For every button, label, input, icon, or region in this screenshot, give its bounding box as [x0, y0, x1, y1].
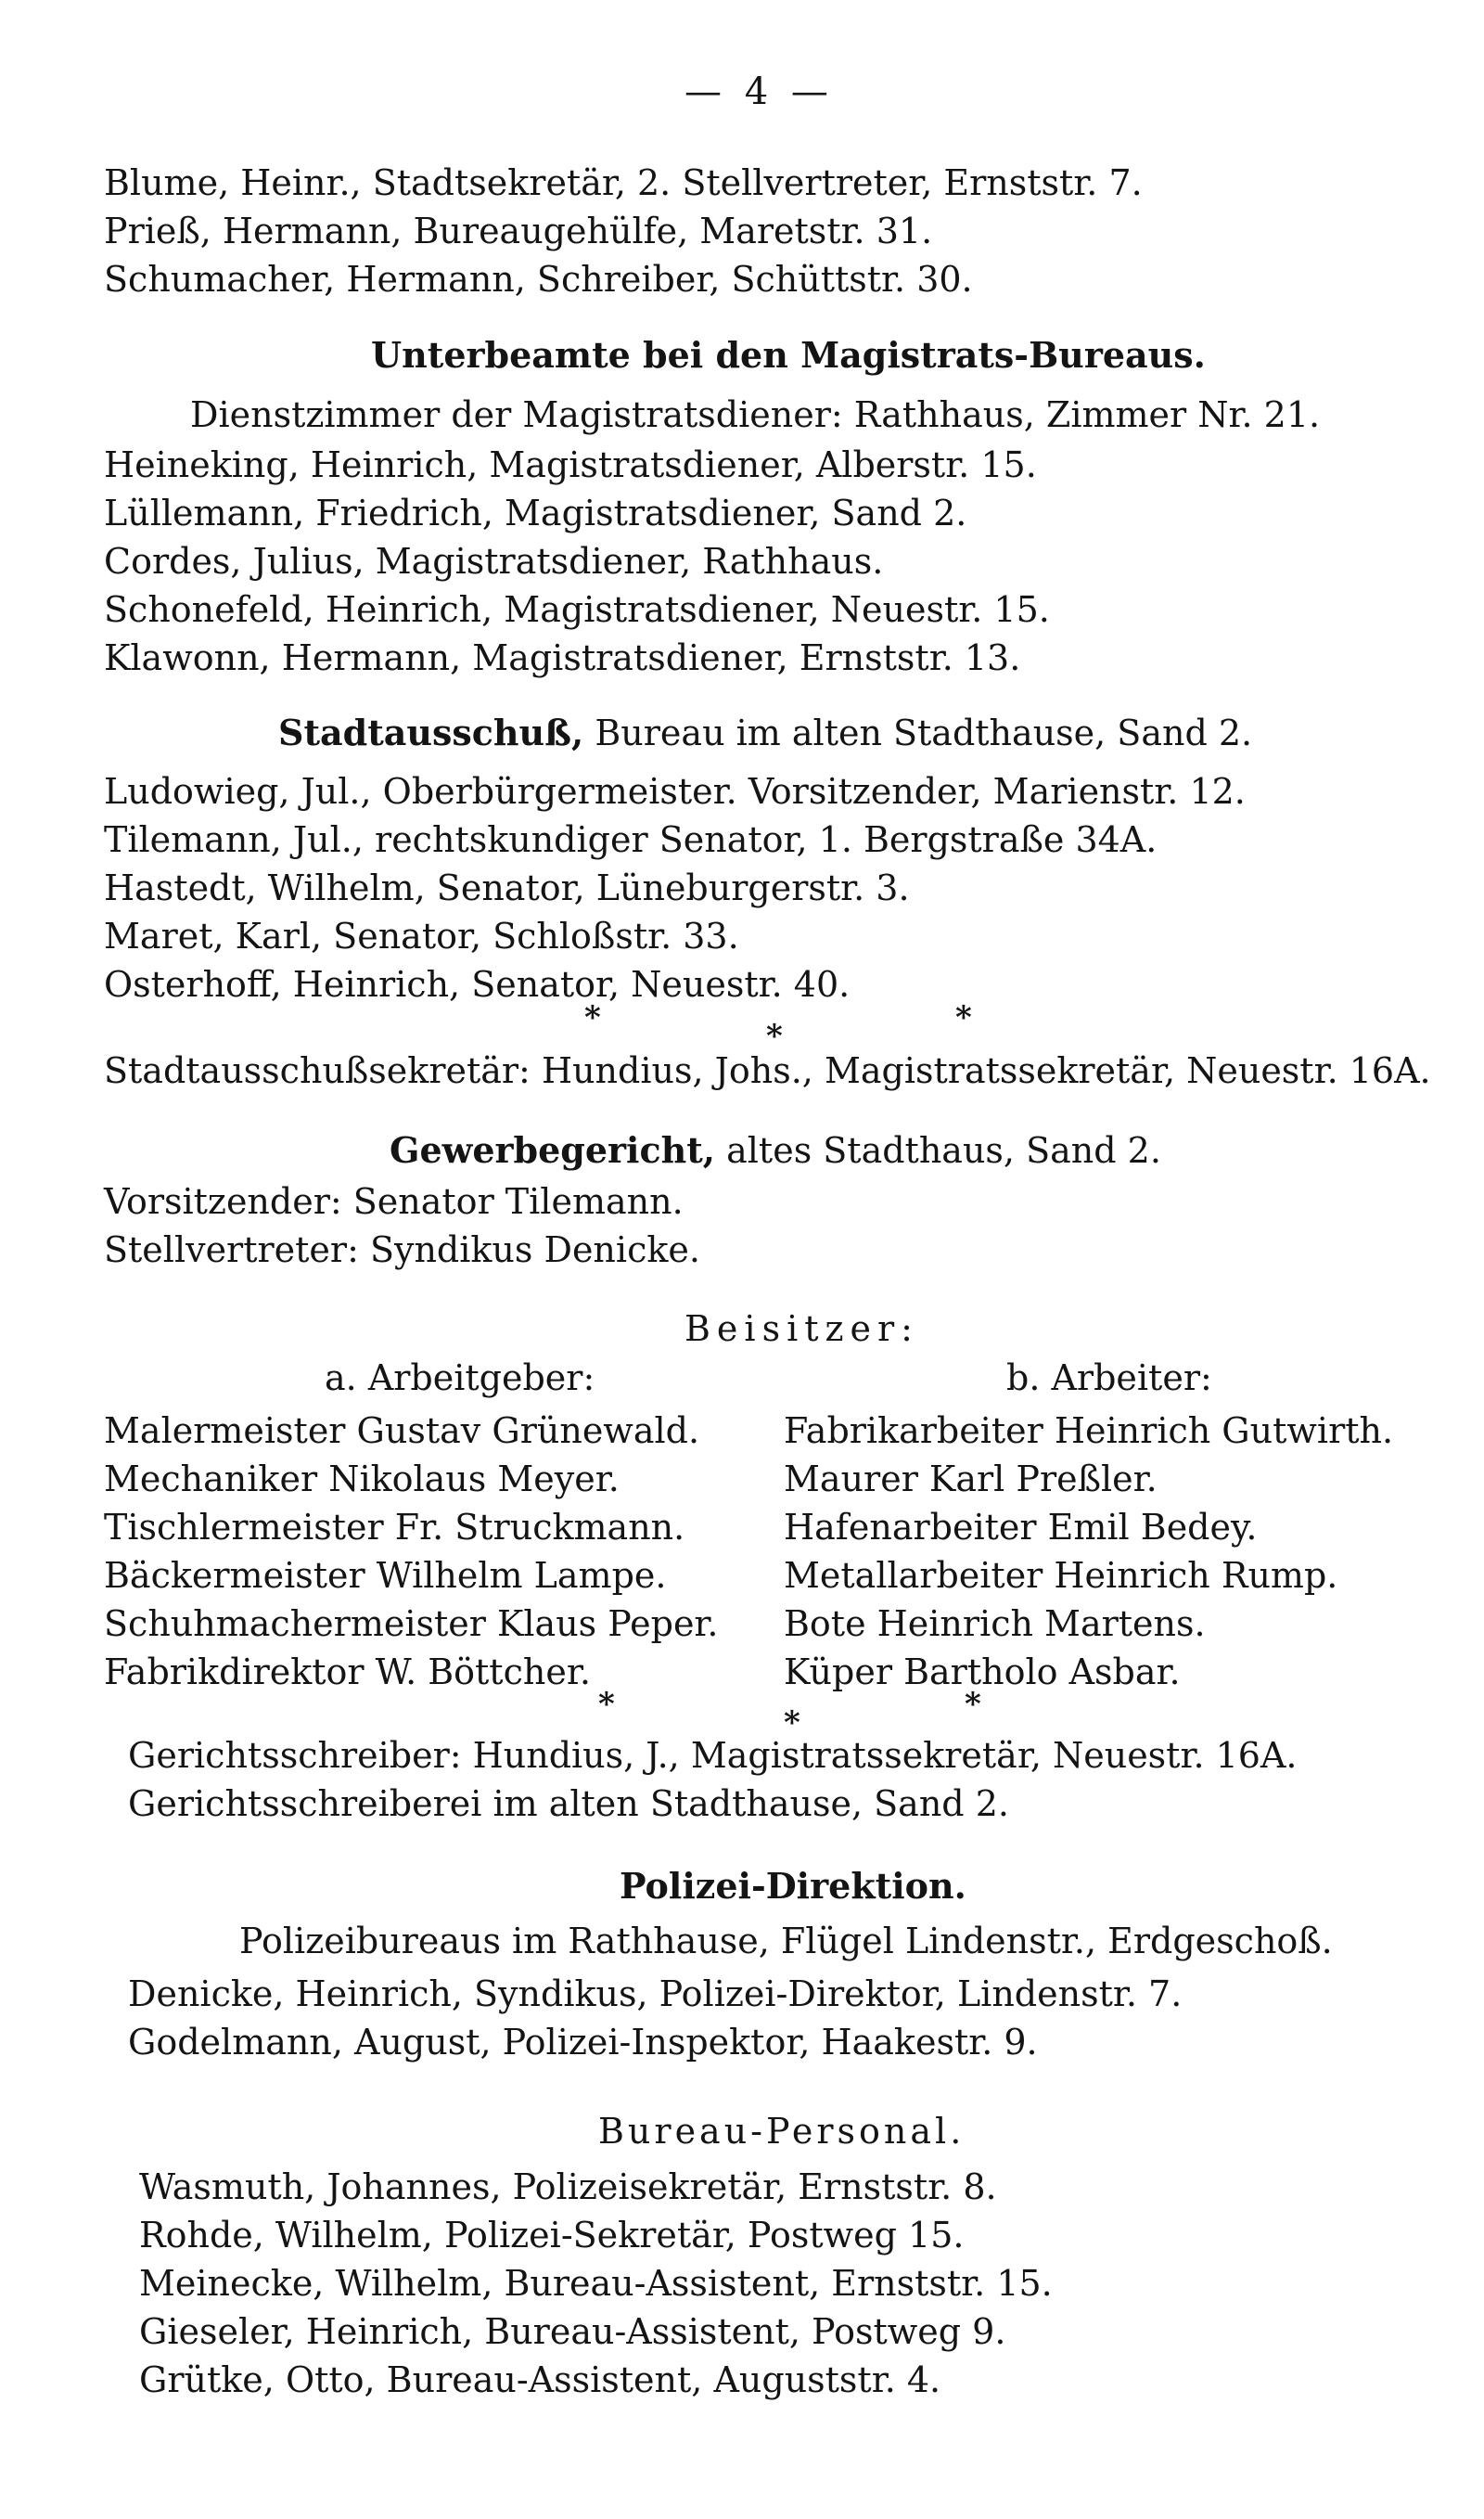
- staff-entry: Ludowieg, Jul., Oberbürgermeister. Vorsitzender, Marienstr. 12.: [104, 771, 1246, 812]
- arbeiter-entry: Hafenarbeiter Emil Bedey.: [784, 1507, 1258, 1548]
- gerichtsschreiber-entry: Gerichtsschreiber: Hundius, J., Magistratssekretär, Neuestr. 16A.: [128, 1735, 1298, 1776]
- staff-entry: Denicke, Heinrich, Syndikus, Polizei-Direktor, Lindenstr. 7.: [128, 1973, 1183, 2014]
- staff-entry: Prieß, Hermann, Bureaugehülfe, Maretstr. 31.: [104, 211, 933, 251]
- separator-star: *: [598, 1686, 615, 1723]
- arbeitgeber-entry: Fabrikdirektor W. Böttcher.: [104, 1651, 591, 1692]
- arbeitgeber-entry: Mechaniker Nikolaus Meyer.: [104, 1459, 620, 1499]
- section-heading-gewerbegericht: [390, 1125, 1161, 1176]
- arbeiter-entry: Maurer Karl Preßler.: [784, 1459, 1158, 1499]
- section-heading-unterbeamte: Unterbeamte bei den Magistrats-Bureaus.: [371, 334, 1206, 376]
- column-heading-arbeitgeber: a. Arbeitgeber:: [325, 1357, 595, 1398]
- staff-entry: Maret, Karl, Senator, Schloßstr. 33.: [104, 916, 739, 957]
- column-heading-arbeiter: b. Arbeiter:: [1006, 1357, 1212, 1398]
- separator-star: *: [784, 1704, 800, 1741]
- arbeiter-entry: Küper Bartholo Asbar.: [784, 1651, 1181, 1692]
- staff-entry: Lüllemann, Friedrich, Magistratsdiener, Sand 2.: [104, 493, 967, 533]
- stellvertreter-entry: Stellvertreter: Syndikus Denicke.: [104, 1229, 700, 1270]
- section-intro: Polizeibureaus im Rathhause, Flügel Lindenstr., Erdgeschoß.: [239, 1921, 1333, 1961]
- arbeitgeber-entry: Schuhmachermeister Klaus Peper.: [104, 1603, 719, 1644]
- staff-entry: Meinecke, Wilhelm, Bureau-Assistent, Ernststr. 15.: [139, 2263, 1053, 2304]
- section-heading-polizei: Polizei-Direktion.: [620, 1865, 966, 1907]
- staff-entry: Wasmuth, Johannes, Polizeisekretär, Ernststr. 8.: [139, 2166, 997, 2207]
- arbeiter-entry: Bote Heinrich Martens.: [784, 1603, 1206, 1644]
- section-heading-rest: altes Stadthaus, Sand 2.: [715, 1130, 1161, 1171]
- staff-entry: Grütke, Otto, Bureau-Assistent, Auguststr. 4.: [139, 2359, 941, 2400]
- page-number: — 4 —: [684, 71, 834, 113]
- separator-star: *: [766, 1018, 783, 1055]
- arbeitgeber-entry: Malermeister Gustav Grünewald.: [104, 1410, 700, 1451]
- sekretaer-entry: Stadtausschußsekretär: Hundius, Johs., Magistratssekretär, Neuestr. 16A.: [104, 1050, 1431, 1091]
- vorsitzender-entry: Vorsitzender: Senator Tilemann.: [104, 1181, 684, 1222]
- section-heading-rest: Bureau im alten Stadthause, Sand 2.: [583, 713, 1253, 753]
- staff-entry: Osterhoff, Heinrich, Senator, Neuestr. 40.: [104, 964, 851, 1005]
- arbeiter-entry: Metallarbeiter Heinrich Rump.: [784, 1555, 1338, 1596]
- arbeiter-entry: Fabrikarbeiter Heinrich Gutwirth.: [784, 1410, 1394, 1451]
- staff-entry: Schumacher, Hermann, Schreiber, Schüttstr. 30.: [104, 259, 973, 300]
- separator-star: *: [955, 999, 972, 1036]
- staff-entry: Heineking, Heinrich, Magistratsdiener, Alberstr. 15.: [104, 444, 1037, 485]
- arbeitgeber-entry: Bäckermeister Wilhelm Lampe.: [104, 1555, 667, 1596]
- separator-star: *: [965, 1686, 981, 1723]
- staff-entry: Rohde, Wilhelm, Polizei-Sekretär, Postweg 15.: [139, 2215, 965, 2256]
- staff-entry: Schonefeld, Heinrich, Magistratsdiener, Neuestr. 15.: [104, 589, 1050, 630]
- beisitzer-heading: Beisitzer:: [684, 1308, 919, 1349]
- gerichtsschreiberei-entry: Gerichtsschreiberei im alten Stadthause, Sand 2.: [128, 1783, 1009, 1824]
- staff-entry: Klawonn, Hermann, Magistratsdiener, Ernststr. 13.: [104, 637, 1021, 678]
- section-heading-title: Gewerbegericht,: [390, 1129, 716, 1171]
- bureau-personal-heading: Bureau-Personal.: [598, 2111, 966, 2152]
- staff-entry: Hastedt, Wilhelm, Senator, Lüneburgerstr. 3.: [104, 868, 910, 908]
- section-intro: Dienstzimmer der Magistratsdiener: Rathhaus, Zimmer Nr. 21.: [190, 394, 1321, 435]
- section-heading-title: Stadtausschuß,: [278, 712, 584, 753]
- arbeitgeber-entry: Tischlermeister Fr. Struckmann.: [104, 1507, 685, 1548]
- staff-entry: Tilemann, Jul., rechtskundiger Senator, 1. Bergstraße 34A.: [104, 819, 1158, 860]
- staff-entry: Blume, Heinr., Stadtsekretär, 2. Stellvertreter, Ernststr. 7.: [104, 162, 1143, 203]
- section-heading-stadtausschuss: [278, 708, 1252, 758]
- staff-entry: Cordes, Julius, Magistratsdiener, Rathhaus.: [104, 541, 884, 582]
- staff-entry: Gieseler, Heinrich, Bureau-Assistent, Postweg 9.: [139, 2311, 1006, 2352]
- separator-star: *: [584, 999, 601, 1036]
- staff-entry: Godelmann, August, Polizei-Inspektor, Haakestr. 9.: [128, 2022, 1038, 2063]
